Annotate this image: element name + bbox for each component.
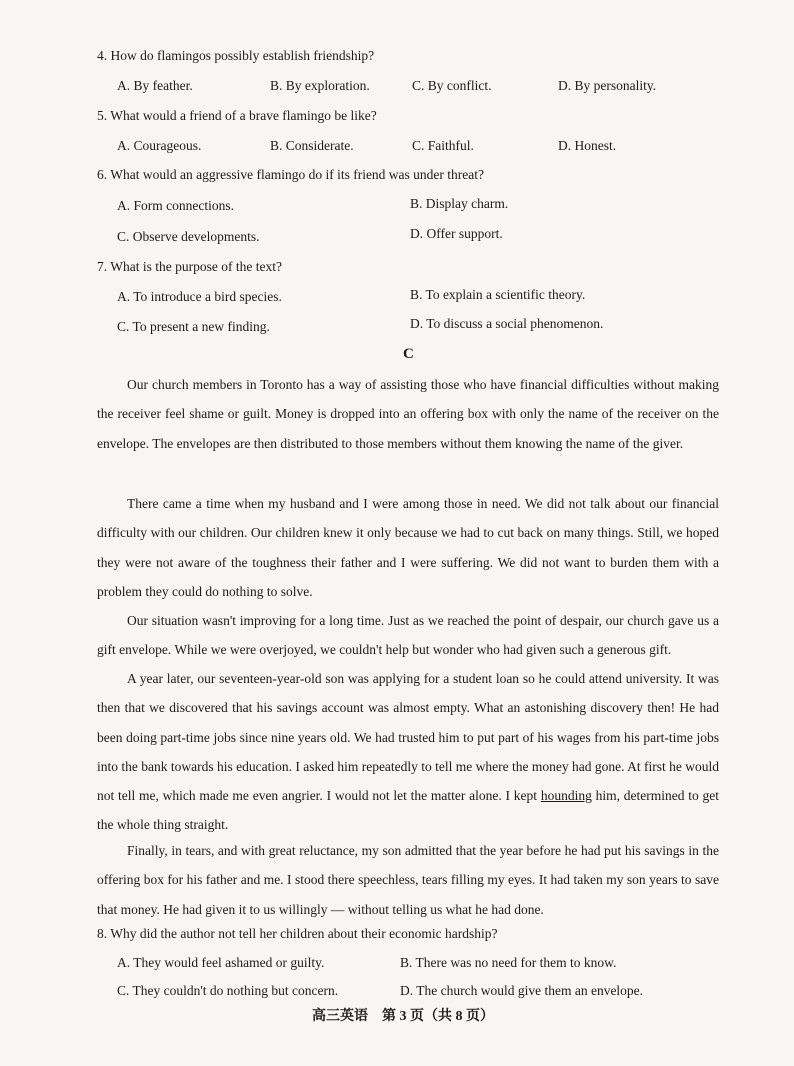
passage-paragraph-2: There came a time when my husband and I were among those in need. We did not talk about our financial difficulty with our children. Our children knew it only because we had to cut back on many things. Still, we hoped they were not aware of the toughness their father and I were suffering. We did not want to burden them with a problem they could do nothing to solve. <box>97 496 719 599</box>
question-6-option-c: C. Observe developments. <box>117 229 260 244</box>
question-5-stem: 5. What would a friend of a brave flamingo be like? <box>97 108 377 123</box>
question-8-option-c: C. They couldn't do nothing but concern. <box>117 983 339 998</box>
question-6-option-b: B. Display charm. <box>410 196 509 211</box>
question-8-option-b: B. There was no need for them to know. <box>400 955 617 970</box>
passage-paragraph-1: Our church members in Toronto has a way of assisting those who have financial difficulties without making the receiver feel shame or guilt. Money is dropped into an offering box with only the name of the receiver on the envelope. The envelopes are then distributed to those members without them knowing the name of the giver. <box>97 377 719 451</box>
question-6-option-d: D. Offer support. <box>410 226 503 241</box>
question-5-option-d: D. Honest. <box>558 138 617 153</box>
question-6-stem: 6. What would an aggressive flamingo do if its friend was under threat? <box>97 167 485 182</box>
question-7-stem: 7. What is the purpose of the text? <box>97 259 282 274</box>
question-7-option-c: C. To present a new finding. <box>117 319 270 334</box>
passage-paragraph-3: Our situation wasn't improving for a long time. Just as we reached the point of despair, our church gave us a gift envelope. While we were overjoyed, we couldn't help but wonder who had given such a generous gift. <box>97 613 719 658</box>
underlined-word: hounding <box>540 788 592 804</box>
question-8-stem: 8. Why did the author not tell her children about their economic hardship? <box>97 926 498 941</box>
question-6-option-a: A. Form connections. <box>117 198 234 213</box>
question-5-option-c: C. Faithful. <box>412 138 474 153</box>
question-4-option-c: C. By conflict. <box>412 78 492 93</box>
question-4-option-b: B. By exploration. <box>270 78 370 93</box>
question-5-option-a: A. Courageous. <box>117 138 202 153</box>
question-4-option-d: D. By personality. <box>558 78 657 93</box>
passage-paragraph-4 <box>97 664 719 840</box>
question-8-option-a: A. They would feel ashamed or guilty. <box>117 955 325 970</box>
page-footer: 高三英语 第 3 页（共 8 页） <box>312 1009 494 1024</box>
passage-paragraph-5: Finally, in tears, and with great reluctance, my son admitted that the year before he had put his savings in the offering box for his father and me. I stood there speechless, tears filling my eyes. It had taken my son years to save that money. He had given it to us willingly — without telling us what he had done. <box>97 843 719 917</box>
question-5-option-b: B. Considerate. <box>270 138 354 153</box>
passage-paragraph-4-text: A year later, our seventeen-year-old son was applying for a student loan so he could attend university. It was then that we discovered that his savings account was almost empty. What an astonishing discovery then! He had been doing part-time jobs since nine years old. We had trusted him to put part of his wages from his part-time jobs into the bank towards his education. I asked him repeatedly to tell me where the money had gone. At first he would not tell me, which made me even angrier. I would not let the matter alone. I kept <box>97 671 719 804</box>
question-4-stem: 4. How do flamingos possibly establish friendship? <box>97 48 375 63</box>
question-8-option-d: D. The church would give them an envelope. <box>400 983 644 998</box>
question-4-option-a: A. By feather. <box>117 78 193 93</box>
question-7-option-a: A. To introduce a bird species. <box>117 289 282 304</box>
question-7-option-b: B. To explain a scientific theory. <box>410 287 586 302</box>
section-label: C <box>403 346 414 362</box>
passage-paragraph-4-end: him, determined to get the whole thing straight. <box>97 788 720 833</box>
question-7-option-d: D. To discuss a social phenomenon. <box>410 316 604 331</box>
